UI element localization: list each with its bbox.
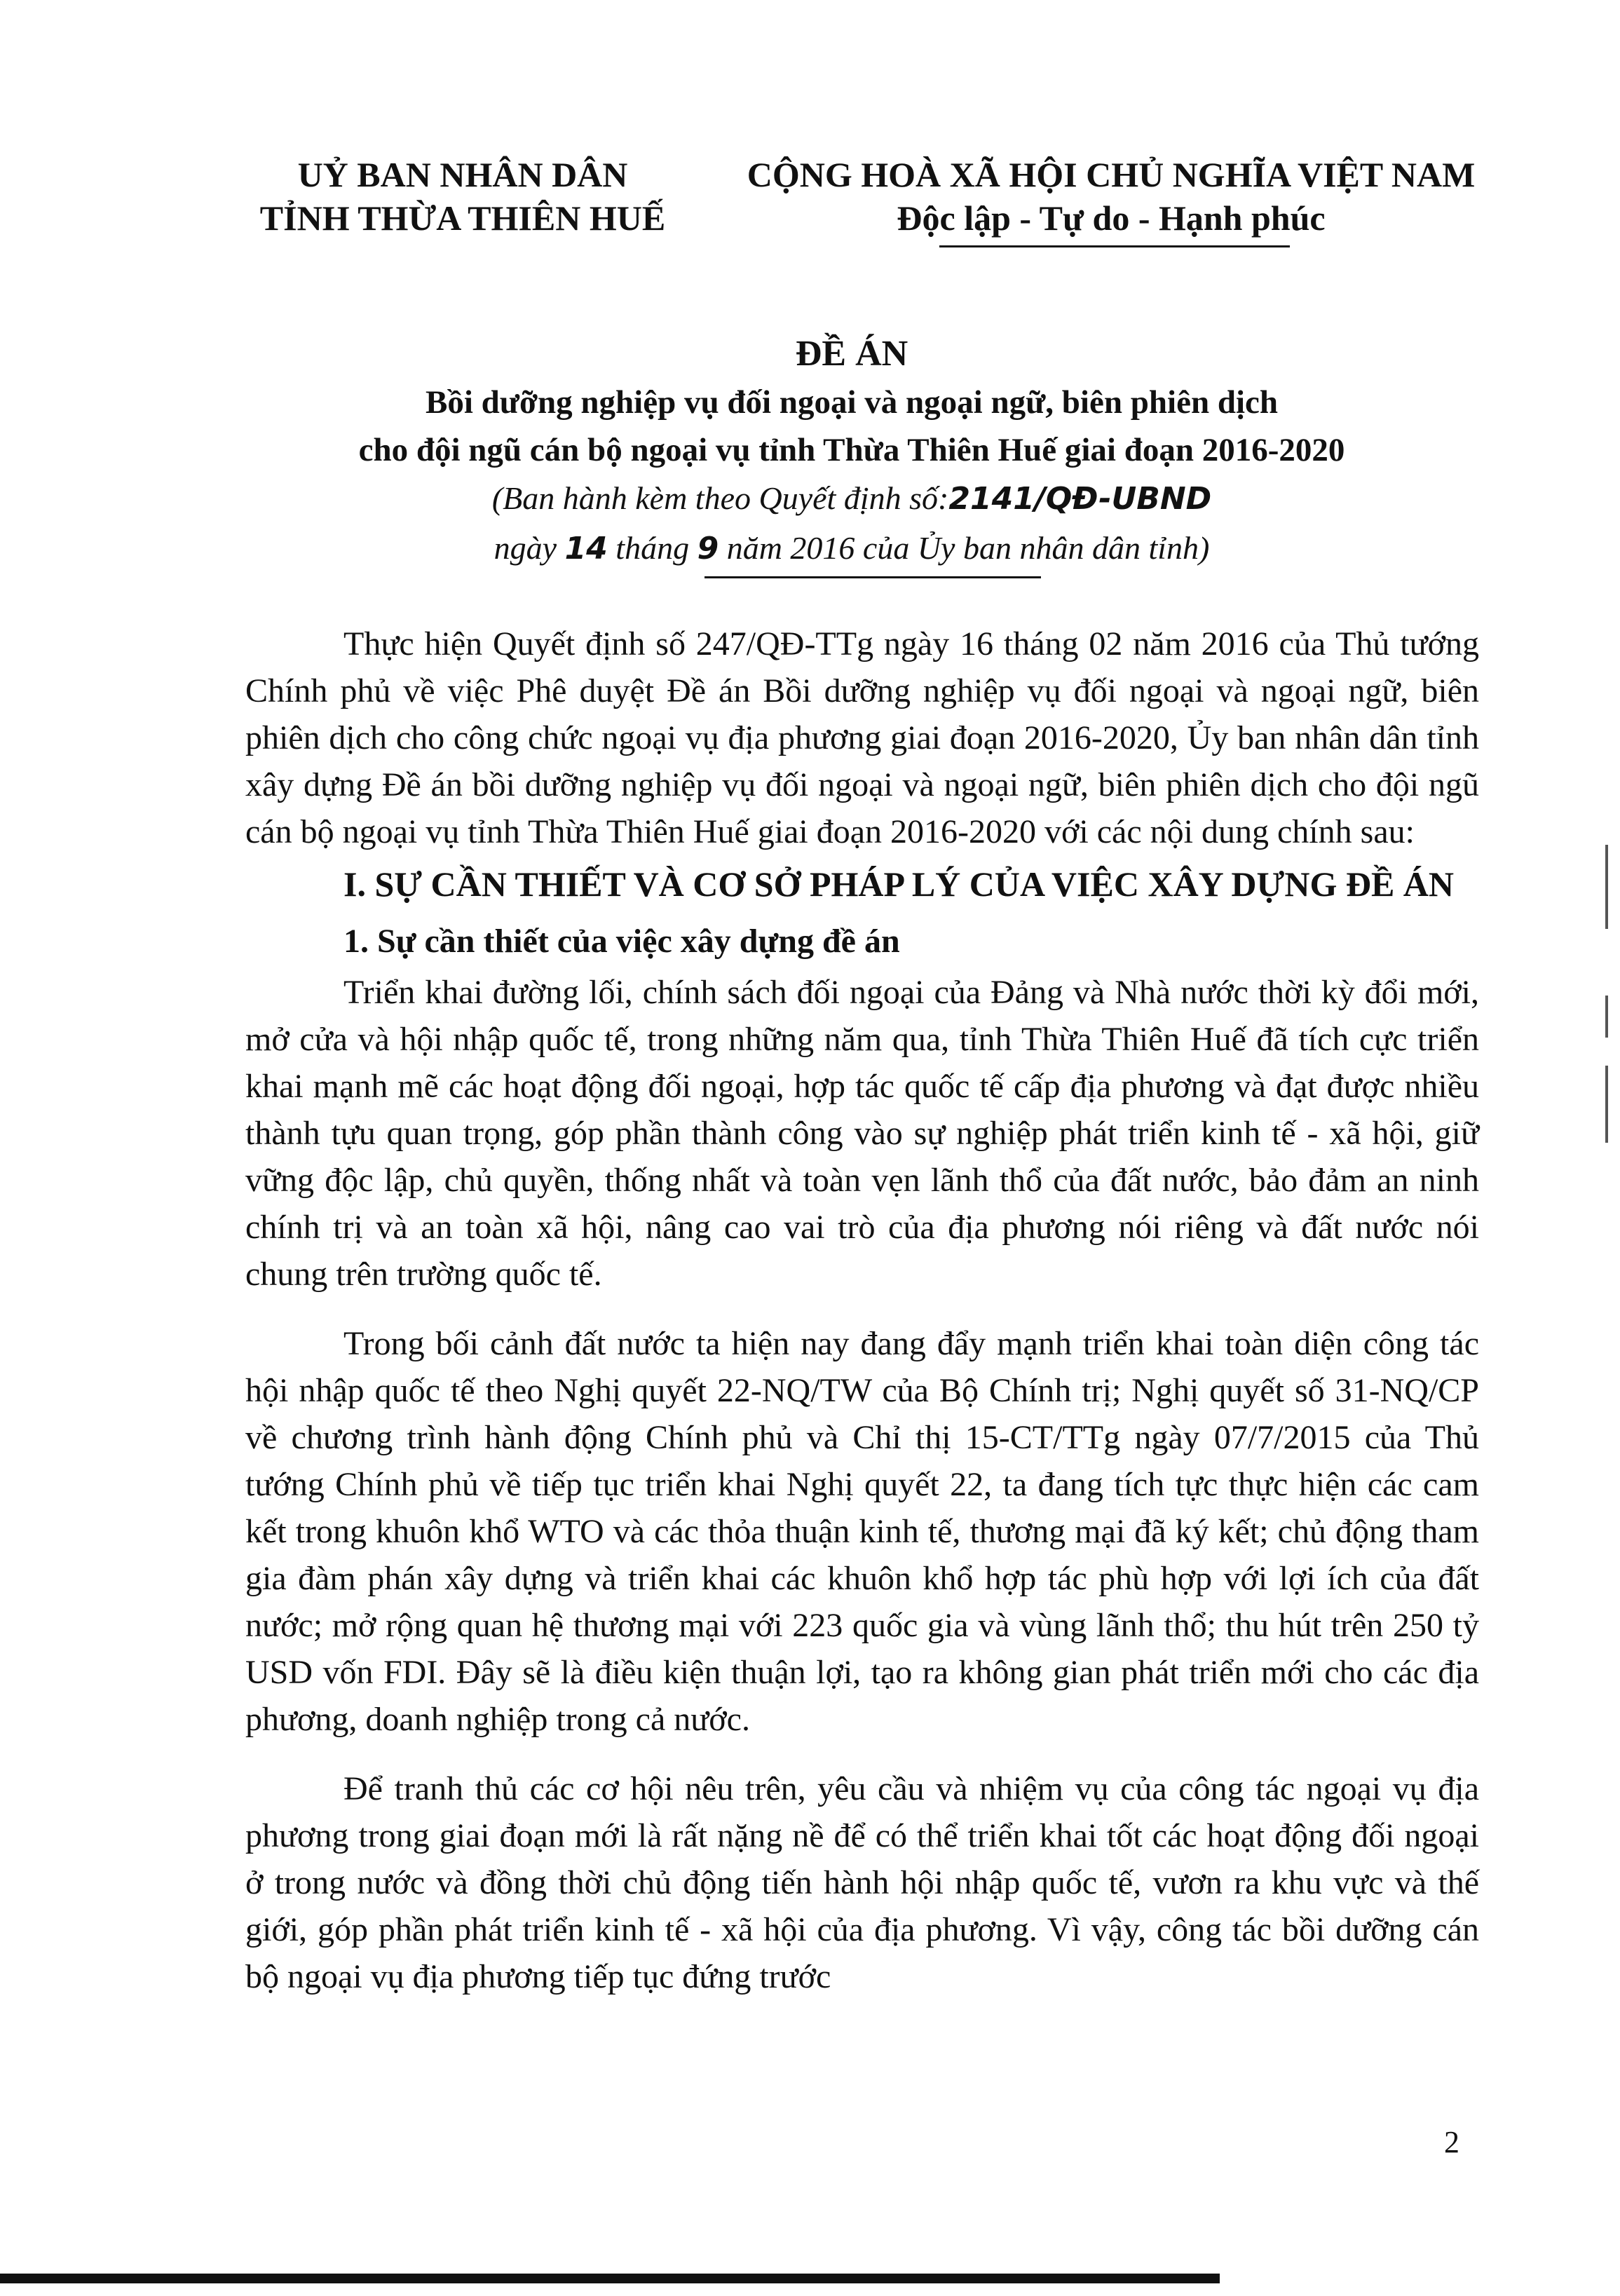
scan-bottom-edge xyxy=(0,2274,1220,2283)
date-month: 9 xyxy=(697,531,719,566)
country-name: CỘNG HOÀ XÃ HỘI CHỦ NGHĨA VIỆT NAM xyxy=(747,155,1476,194)
paragraph: Triển khai đường lối, chính sách đối ngoại của Đảng và Nhà nước thời kỳ đổi mới, mở cửa và hội nhập quốc tế, trong những năm qua, tỉnh Thừa Thiên Huế đã tích cực triển khai mạnh mẽ các hoạt động đối ngoại, hợp tác quốc tế cấp địa phương và đạt được nhiều thành tựu quan trọng, góp phần thành công vào sự nghiệp phát triển kinh tế - xã hội, giữ vững độc lập, chủ quyền, thống nhất và toàn vẹn lãnh thổ của đất nước, bảo đảm an ninh chính trị và an toàn xã hội, nâng cao vai trò của địa phương nói riêng và đất nước nói chung trên trường quốc tế. xyxy=(245,974,1479,1293)
issuing-authority xyxy=(210,153,715,240)
document-subtitle-line-1: Bồi dưỡng nghiệp vụ đối ngoại và ngoại ngữ, biên phiên dịch xyxy=(425,384,1279,421)
document-subtitle-line-2: cho đội ngũ cán bộ ngoại vụ tỉnh Thừa Thiên Huế giai đoạn 2016-2020 xyxy=(358,432,1345,468)
date-month-label: tháng xyxy=(615,530,690,566)
scan-edge-mark xyxy=(1605,845,1608,929)
motto-underline xyxy=(939,245,1290,247)
date-suffix: năm 2016 của Ủy ban nhân dân tỉnh) xyxy=(726,530,1210,566)
decision-number: 2141/QĐ-UBND xyxy=(948,481,1212,517)
scan-edge-mark xyxy=(1605,1066,1608,1143)
document-body xyxy=(245,620,1479,2000)
national-motto: Độc lập - Tự do - Hạnh phúc xyxy=(897,198,1326,238)
subsection-heading: 1. Sự cần thiết của việc xây dựng đề án xyxy=(343,923,900,960)
section-heading: I. SỰ CẦN THIẾT VÀ CƠ SỞ PHÁP LÝ CỦA VIỆC XÂY DỰNG ĐỀ ÁN xyxy=(343,864,1455,904)
paragraph: Trong bối cảnh đất nước ta hiện nay đang đẩy mạnh triển khai toàn diện công tác hội nhập quốc tế theo Nghị quyết 22-NQ/TW của Bộ Chính trị; Nghị quyết số 31-NQ/CP về chương trình hành động Chính phủ và Chỉ thị 15-CT/TTg ngày 07/7/2015 của Thủ tướng Chính phủ về tiếp tục triển khai Nghị quyết 22, ta đang tích tực thực hiện các cam kết trong khuôn khổ WTO và các thỏa thuận kinh tế, thương mại đã ký kết; chủ động tham gia đàm phán xây dựng và triển khai các khuôn khổ hợp tác phù hợp với lợi ích của đất nước; mở rộng quan hệ thương mại với 223 quốc gia và vùng lãnh thổ; thu hút trên 250 tỷ USD vốn FDI. Đây sẽ là điều kiện thuận lợi, tạo ra không gian phát triển mới cho các địa phương, doanh nghiệp trong cả nước. xyxy=(245,1325,1479,1738)
authority-line-1: UỶ BAN NHÂN DÂN xyxy=(297,155,628,194)
document-title-block xyxy=(210,330,1493,573)
decision-prefix: (Ban hành kèm theo Quyết định số: xyxy=(491,480,949,516)
page-number: 2 xyxy=(1444,2125,1459,2159)
paragraph: Để tranh thủ các cơ hội nêu trên, yêu cầu và nhiệm vụ của công tác ngoại vụ địa phương trong giai đoạn mới là rất nặng nề để có thể triển khai tốt các hoạt động đối ngoại ở trong nước và đồng thời chủ động tiến hành hội nhập quốc tế, vươn ra khu vực và thế giới, góp phần phát triển kinh tế - xã hội của địa phương. Vì vậy, công tác bồi dưỡng cán bộ ngoại vụ địa phương tiếp tục đứng trước xyxy=(245,1770,1479,1995)
authority-line-2: TỈNH THỪA THIÊN HUẾ xyxy=(259,198,666,238)
decision-reference xyxy=(210,474,1493,524)
intro-paragraph: Thực hiện Quyết định số 247/QĐ-TTg ngày 16 tháng 02 năm 2016 của Thủ tướng Chính phủ về việc Phê duyệt Đề án Bồi dưỡng nghiệp vụ đối ngoại và ngoại ngữ, biên phiên dịch cho công chức ngoại vụ địa phương giai đoạn 2016-2020, Ủy ban nhân dân tỉnh xây dựng Đề án bồi dưỡng nghiệp vụ đối ngoại và ngoại ngữ, biên phiên dịch cho đội ngũ cán bộ ngoại vụ tỉnh Thừa Thiên Huế giai đoạn 2016-2020 với các nội dung chính sau: xyxy=(245,625,1479,850)
scan-edge-mark xyxy=(1605,996,1608,1038)
date-prefix: ngày xyxy=(494,530,557,566)
title-underline xyxy=(705,576,1041,578)
decision-date xyxy=(210,524,1493,573)
national-title xyxy=(729,153,1493,240)
date-day: 14 xyxy=(564,531,608,566)
document-title: ĐỀ ÁN xyxy=(795,334,908,374)
